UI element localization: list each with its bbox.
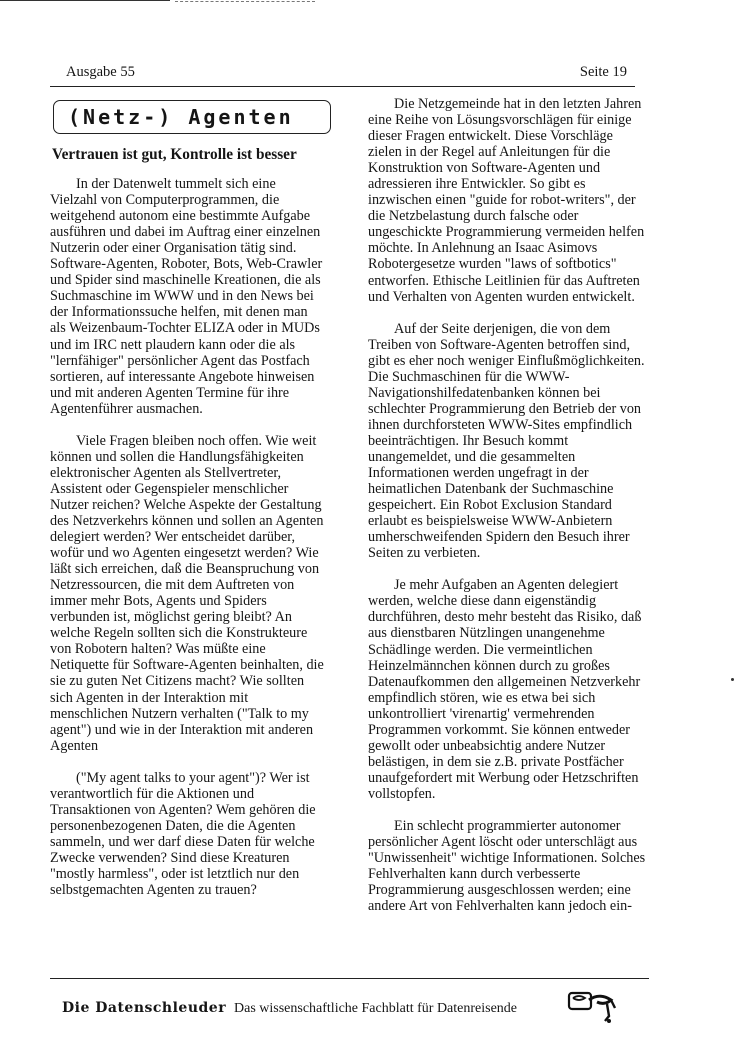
magazine-name: Die Datenschleuder: [62, 1000, 227, 1016]
scan-speck: [731, 678, 734, 681]
page-number: Seite 19: [579, 64, 627, 80]
page-header: [50, 62, 635, 87]
right-column: [368, 96, 650, 930]
article-title: (Netz-) Agenten: [68, 104, 294, 129]
paragraph: Je mehr Aufgaben an Agenten delegiert werden, welche diese dann eigenständig durchführen, desto mehr besteht das Risiko, daß aus dienstbaren Nützlingen unangenehme Schädlinge werden. Die vermeintlichen Heinzelmännchen können durch zu großes Datenaufkommen den allgemeinen Netzverkehr empfindlich stören, wie es etwa bei sich unkontrolliert 'virenartig' vermehrenden Programmen vorkommt. Sie können entweder gewollt oder unbeabsichtig andere Nutzer belästigen, in dem sie z.B. private Postfächer unaufgefordert mit Werbung oder Hetzschriften vollstopfen.: [368, 577, 642, 802]
paragraph: In der Datenwelt tummelt sich eine Vielzahl von Computerprogrammen, die weitgehend autonom eine bestimmte Aufgabe ausführen und dabei im Auftrag einer einzelnen Nutzerin oder einer Organisation tätig sind. Software-Agenten, Roboter, Bots, Web-Crawler und Spider sind maschinelle Kreationen, die als Suchmaschine im WWW und in den News bei der Informationssuche helfen, mit denen man als Weizenbaum-Tochter ELIZA oder in MUDs und im IRC nett plaudern kann oder die als "lernfähiger" persönlicher Agent das Postfach sortieren, auf interessante Angebote hinweisen und mit anderen Agenten Termine für ihre Agentenführer ausmachen.: [50, 176, 323, 417]
footer-divider: [50, 978, 649, 979]
article-subtitle: Vertrauen ist gut, Kontrolle ist besser: [52, 146, 297, 163]
paragraph: Viele Fragen bleiben noch offen. Wie weit können und sollen die Handlungsfähigkeiten elektronischer Agenten als Stellvertreter, Assistent oder Gegenspieler menschlicher Nutzer reichen? Welche Aspekte der Gestaltung des Netzverkehrs können und sollen an Agenten delegiert werden? Wer entscheidet darüber, wofür und wo Agenten eingesetzt werden? Wie läßt sich erreichen, daß die Beanspruchung von Netzressourcen, die mit dem Auftreten von immer mehr Bots, Agents und Spiders verbunden ist, möglichst gering bleibt? An welche Regeln sollten sich die Konstrukteure von Robotern halten? Was müßte eine Netiquette für Software-Agenten beinhalten, die sie zu guten Net Citizens macht? Wie sollten sich Agenten in der Interaktion mit menschlichen Nutzern verhalten ("Talk to my agent") und wie in der Interaktion mit anderen Agenten: [50, 432, 324, 754]
scan-edge-mark: [0, 0, 170, 1]
paragraph: Ein schlecht programmierter autonomer persönlicher Agent löscht oder unterschlägt aus "Unwissenheit" wichtige Informationen. Solches Fehlverhalten kann durch verbesserte Programmierung ausgeschlossen werden; eine andere Art von Fehlverhalten kann jedoch ein-: [368, 817, 646, 915]
chaos-knoten-logo-icon: [567, 988, 619, 1029]
issue-label: Ausgabe 55: [66, 64, 135, 80]
article-title-box: [53, 100, 331, 134]
scan-edge-mark-dashed: [175, 1, 315, 3]
paragraph: Die Netzgemeinde hat in den letzten Jahren eine Reihe von Lösungsvorschlägen für einige dieser Fragen entwickelt. Diese Vorschläge zielen in der Regel auf Anleitungen für die Konstruktion von Software-Agenten und adressieren ihre Entwickler. So gibt es inzwischen einen "guide for robot-writers", der die Netzbelastung durch falsche oder ungeschickte Programmierung vermeiden helfen möchte. In Anlehnung an Isaac Asimovs Robotergesetze wurden "laws of softbotics" entworfen. Ethische Leitlinien für das Auftreten und Verhalten von Agenten wurden entwickelt.: [368, 96, 645, 305]
magazine-tagline: Das wissenschaftliche Fachblatt für Datenreisende: [234, 1001, 518, 1016]
left-column: [50, 96, 325, 914]
paragraph: Auf der Seite derjenigen, die von dem Treiben von Software-Agenten betroffen sind, gibt es eher noch weniger Einflußmöglichkeiten. Die Suchmaschinen für die WWW-Navigationshilfedatenbanken können bei schlechter Programmierung den Betrieb der von ihnen durchforsteten WWW-Sites empfindlich beeinträchtigen. Ihr Besuch kommt unangemeldet, und die gesammelten Informationen werden ungefragt in der heimatlichen Datenbank der Suchmaschine gespeichert. Ein Robot Exclusion Standard erlaubt es beispielsweise WWW-Anbietern umherschweifenden Spidern den Besuch ihrer Seiten zu verbieten.: [368, 320, 645, 562]
paragraph: ("My agent talks to your agent")? Wer ist verantwortlich für die Aktionen und Transaktionen von Agenten? Wem gehören die personenbezogenen Daten, die die Agenten sammeln, und wer darf diese Daten für welche Zwecke verwenden? Sind diese Kreaturen "mostly harmless", oder ist letztlich nur den selbstgemachten Agenten zu trauen?: [50, 769, 316, 899]
